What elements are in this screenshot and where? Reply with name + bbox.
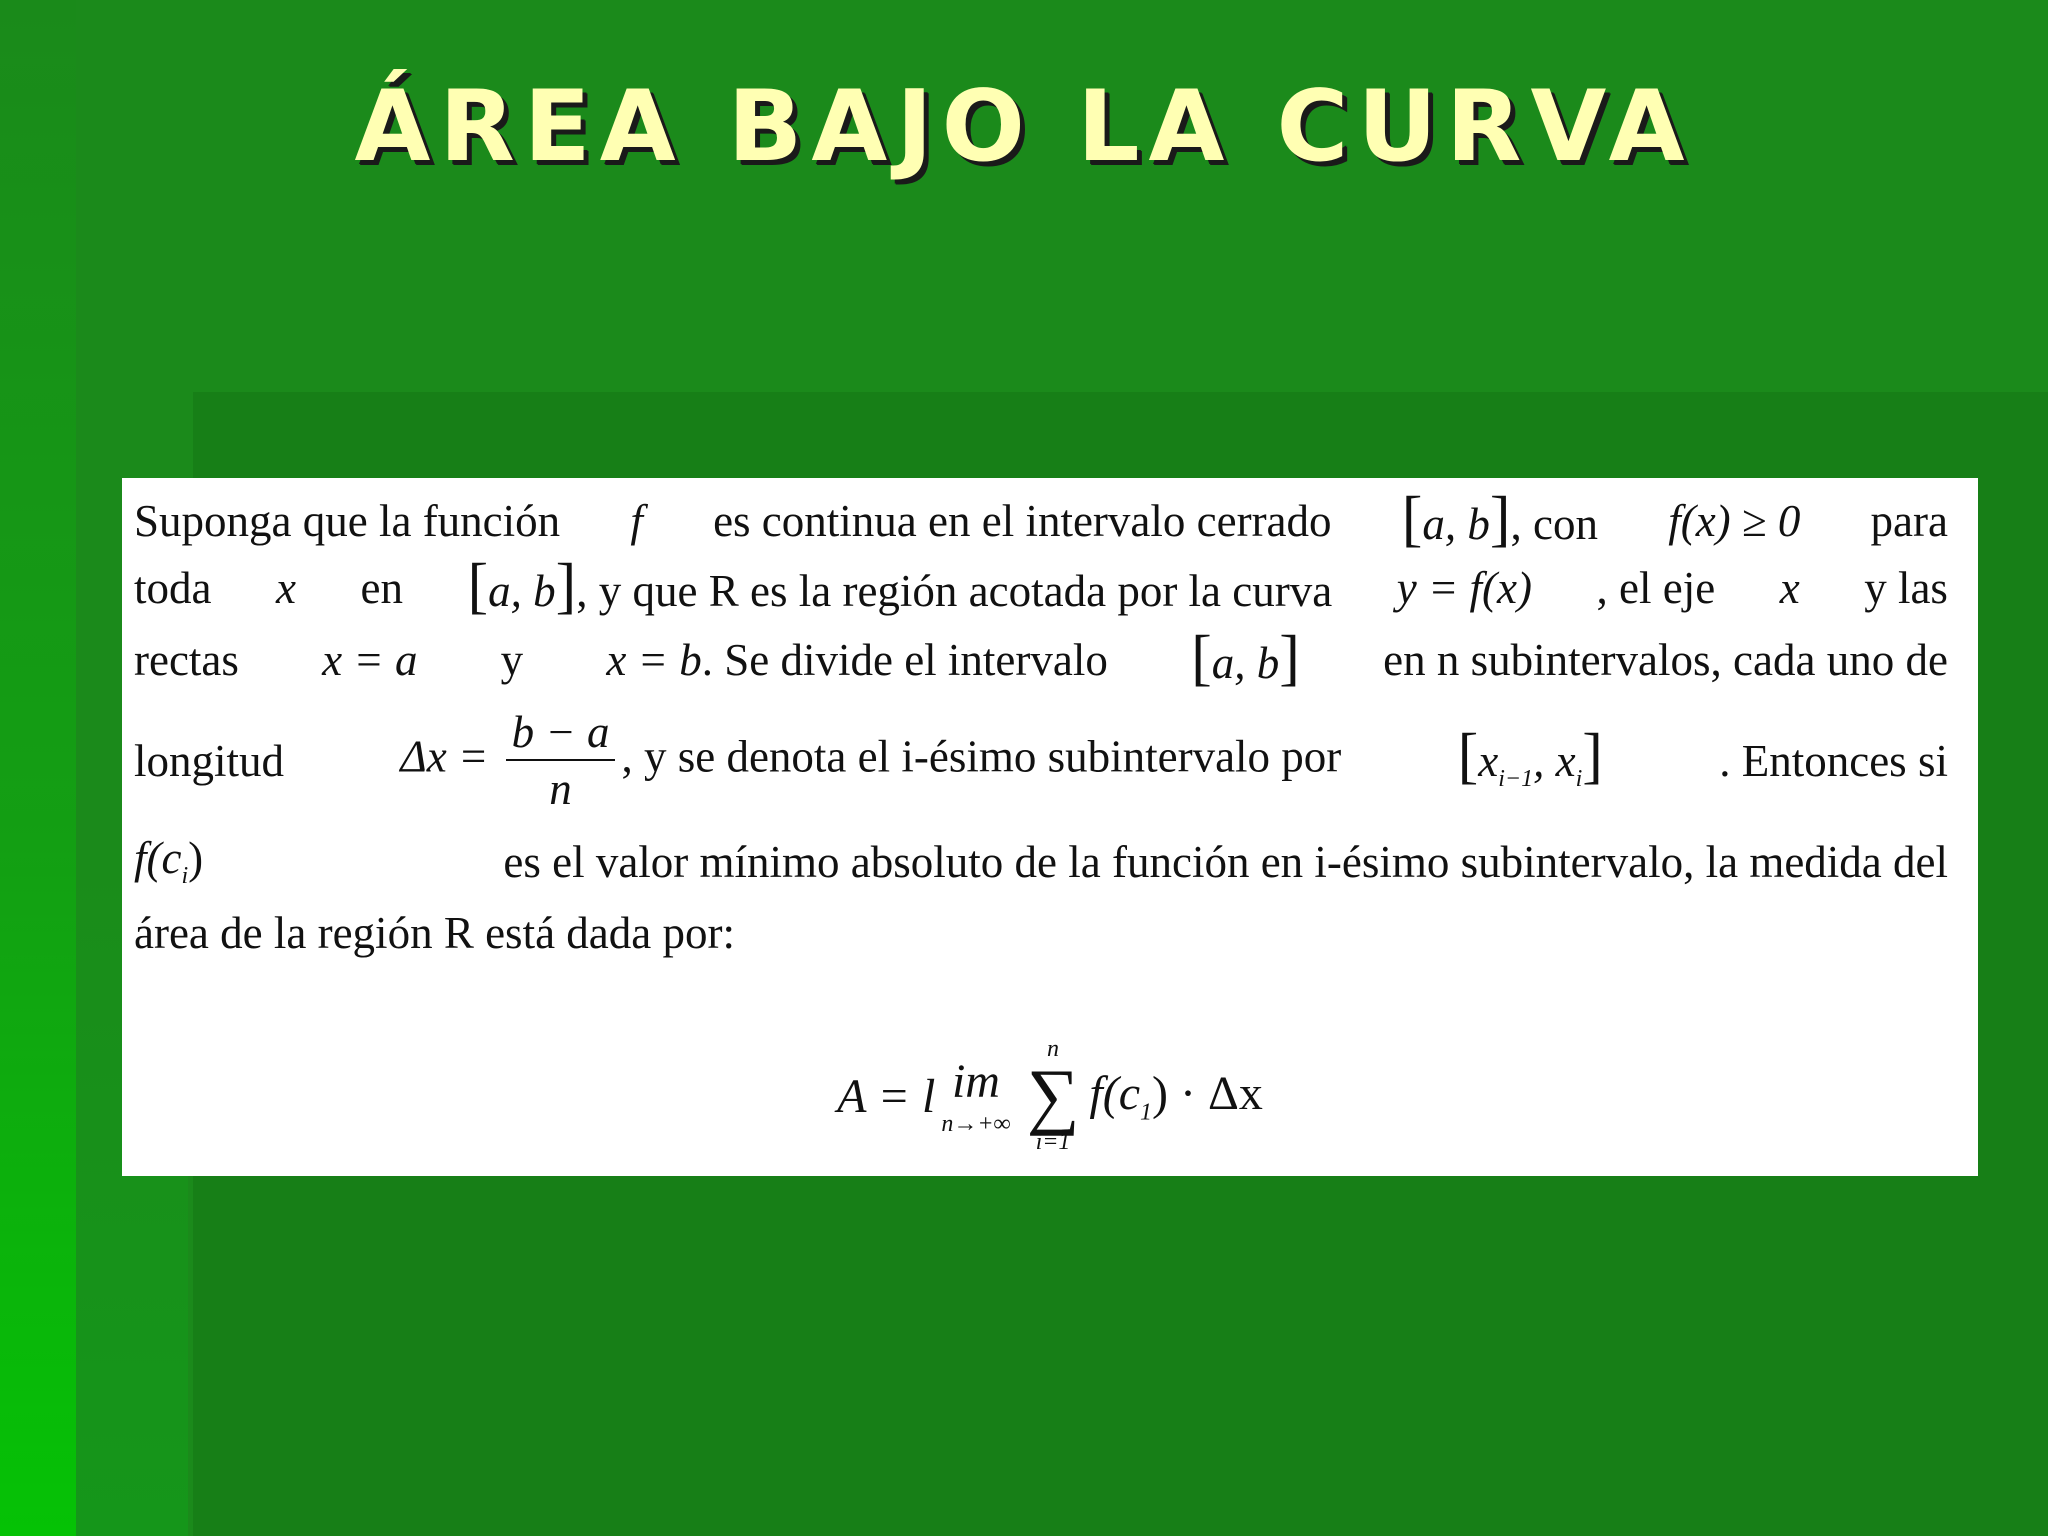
interval-ab: [a, b] (1191, 624, 1300, 692)
background-stripe-left (0, 0, 76, 1536)
text: Suponga que la función (134, 495, 561, 546)
text: en (360, 562, 403, 613)
area-formula (122, 1026, 1978, 1166)
math-curve: y = f(x) (1396, 562, 1533, 613)
text: para (1870, 495, 1948, 546)
text: es el valor mínimo absoluto de la función en i-ésimo subintervalo, la medida del (503, 836, 1948, 887)
interval-ab: [a, b], y que R es la región acotada por la curva (467, 552, 1333, 620)
math-x-equals-b: x = b. Se divide el intervalo (606, 634, 1108, 685)
limit-operator: im n→+∞ (941, 1055, 1011, 1137)
formula-term: $f(c_1) \cdot \Delta x$ (1089, 1066, 1263, 1126)
math-x: x (1779, 562, 1800, 613)
slide-title: ÁREA BAJO LA CURVA (354, 70, 1694, 184)
text: es continua en el intervalo cerrado (713, 495, 1332, 546)
summation-symbol: n ∑ i=1 (1026, 1035, 1080, 1156)
text: en n subintervalos, cada uno de (1383, 634, 1948, 685)
paragraph-line (134, 696, 1948, 826)
text: área de la región R está dada por: (134, 907, 735, 958)
text: longitud (134, 735, 285, 786)
paragraph-line (134, 552, 1948, 624)
math-f-ci: $f(c_i)$ (134, 833, 204, 889)
paragraph-line (134, 898, 1948, 968)
paragraph-line (134, 624, 1948, 696)
math-inequality: f(x) ≥ 0 (1668, 495, 1801, 546)
math-x: x (275, 562, 296, 613)
text: y las (1864, 562, 1948, 613)
delta-x-definition: Δx = $\frac{b - a}{n}$ , y se denota el i-ésimo subintervalo por (400, 707, 1342, 814)
text: toda (134, 562, 212, 613)
formula-lhs: A = l (837, 1069, 936, 1123)
paragraph-line (134, 826, 1948, 898)
text: , el eje (1596, 562, 1716, 613)
content-card (122, 478, 1978, 1176)
text: . Entonces si (1719, 735, 1948, 786)
text: y (500, 634, 524, 685)
text: rectas (134, 634, 239, 685)
definition-paragraph (134, 485, 1948, 968)
fraction: $\frac{b - a}{n}$ (506, 710, 616, 812)
math-x-equals-a: x = a (322, 634, 418, 685)
math-f: f (630, 495, 643, 546)
interval-ab: [a, b], con (1401, 485, 1599, 553)
paragraph-line (134, 485, 1948, 553)
subinterval-notation: [$x_{i-1}$, $x_i$] (1457, 721, 1603, 792)
